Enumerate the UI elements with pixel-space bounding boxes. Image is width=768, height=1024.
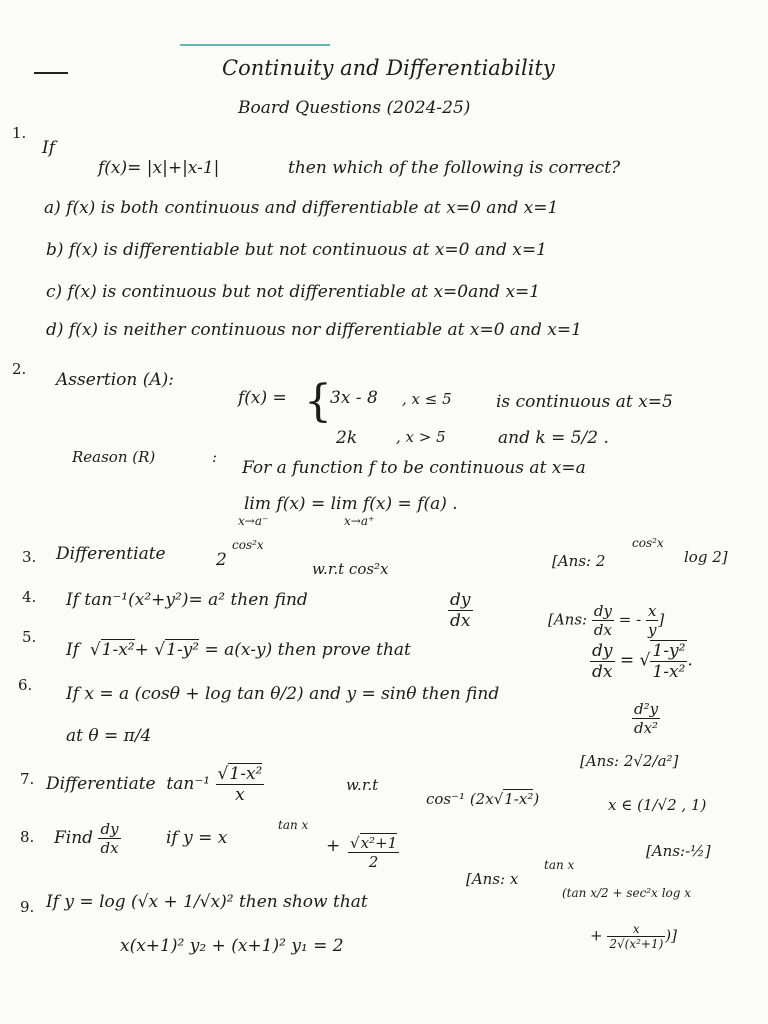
q8-number: 8. [20,828,35,846]
q8-answer-line1: (tan x/2 + sec²x log x [562,886,692,900]
q2-assertion-k: and k = 5/2 . [498,428,609,448]
q2-assertion-tail: is continuous at x=5 [496,392,673,412]
q8-find: Find $\frac{dy}{dx}$ [54,820,119,857]
top-ink-line [180,44,330,46]
q5-derivative: $\frac{dy}{dx}$ = √ $\frac{\text{1-y²}}{\text{1-x²}}$ . [592,640,693,682]
q8-answer-pre: [Ans: x [466,870,519,888]
q3-exponent: cos²x [232,538,264,552]
q4-answer: [Ans: $\frac{dy}{dx}$ = - $\frac{x}{y}$ ] [548,602,665,639]
q2-case1-cond: , x ≤ 5 [402,390,452,408]
q3-word: Differentiate [56,544,166,564]
q6-text: If x = a (cosθ + log tan θ/2) and y = sinθ then find [66,684,500,704]
q7-answer: [Ans:-½] [646,842,711,860]
q3-answer-pre: [Ans: 2 [552,552,606,570]
q7-number: 7. [20,770,35,788]
q2-limit-left-sub: x→a⁻ [238,514,269,528]
q2-reason-limit: lim f(x) = lim f(x) = f(a) . [244,494,458,514]
q4-text: If tan⁻¹(x²+y²)= a² then find [66,590,308,610]
q1-option-b: b) f(x) is differentiable but not continuous at x=0 and x=1 [46,240,547,260]
q2-case1-expr: 3x - 8 [330,388,378,408]
q2-brace: { [304,376,332,427]
q1-option-c: c) f(x) is continuous but not differentiable at x=0and x=1 [46,282,541,302]
q4-number: 4. [22,588,37,606]
q2-reason-label: Reason (R) [72,448,156,466]
corner-dash [34,72,68,74]
q5-number: 5. [22,628,37,646]
q3-answer-post: log 2] [684,548,728,566]
q2-case2-expr: 2k [336,428,358,448]
q2-fx: f(x) = [238,388,287,408]
q2-number: 2. [12,360,27,378]
q6-number: 6. [18,676,33,694]
q3-number: 3. [22,548,37,566]
q9-equation: x(x+1)² y₂ + (x+1)² y₁ = 2 [120,936,344,956]
page-title: Continuity and Differentiability [222,56,555,80]
q6-answer: [Ans: 2√2/a²] [580,752,679,770]
q7-arccos: cos⁻¹ (2x√1-x²) [426,790,540,808]
q1-option-a: a) f(x) is both continuous and differentiable at x=0 and x=1 [44,198,559,218]
q4-derivative: $\frac{dy}{dx}$ [450,590,471,631]
q1-function: f(x)= |x|+|x-1| [98,158,220,178]
q9-number: 9. [20,898,35,916]
q8-fraction: $\frac{\text{√x²+1}}{2}$ [350,834,398,871]
q2-assertion-label: Assertion (A): [56,370,175,390]
page-subtitle: Board Questions (2024-25) [238,98,471,118]
q7-domain: x ∈ (1/√2 , 1) [608,796,707,814]
q2-limit-right-sub: x→a⁺ [344,514,375,528]
q1-number: 1. [12,124,27,142]
q8-function: if y = x [166,828,228,848]
q6-at: at θ = π/4 [66,726,152,746]
q3-wrt: w.r.t cos²x [312,560,389,578]
q8-plus: + [326,836,341,856]
q8-answer-line2: + $\frac{x}{\text{2√(x²+1)}}$ )] [590,922,677,951]
q1-if: If [42,138,56,158]
q1-option-d: d) f(x) is neither continuous nor differentiable at x=0 and x=1 [46,320,582,340]
q7-wrt: w.r.t [346,776,379,794]
q9-text: If y = log (√x + 1/√x)² then show that [46,892,368,912]
q5-line: If √1-x²+ √1-y² = a(x-y) then prove that [66,640,411,660]
q8-exponent: tan x [278,818,309,832]
q3-answer-exp: cos²x [632,536,664,550]
q1-stem: then which of the following is correct? [288,158,621,178]
q6-second-derivative: $\frac{\text{d²y}}{\text{dx²}}$ [634,700,659,737]
q2-reason-colon: : [212,448,218,466]
q8-answer-exp: tan x [544,858,575,872]
q2-case2-cond: , x > 5 [396,428,446,446]
q7-line: Differentiate tan⁻¹ $\frac{\text{√1-x²}}{x}$ [46,764,263,805]
q3-base: 2 [216,550,227,570]
q2-reason-text: For a function f to be continuous at x=a [242,458,586,478]
